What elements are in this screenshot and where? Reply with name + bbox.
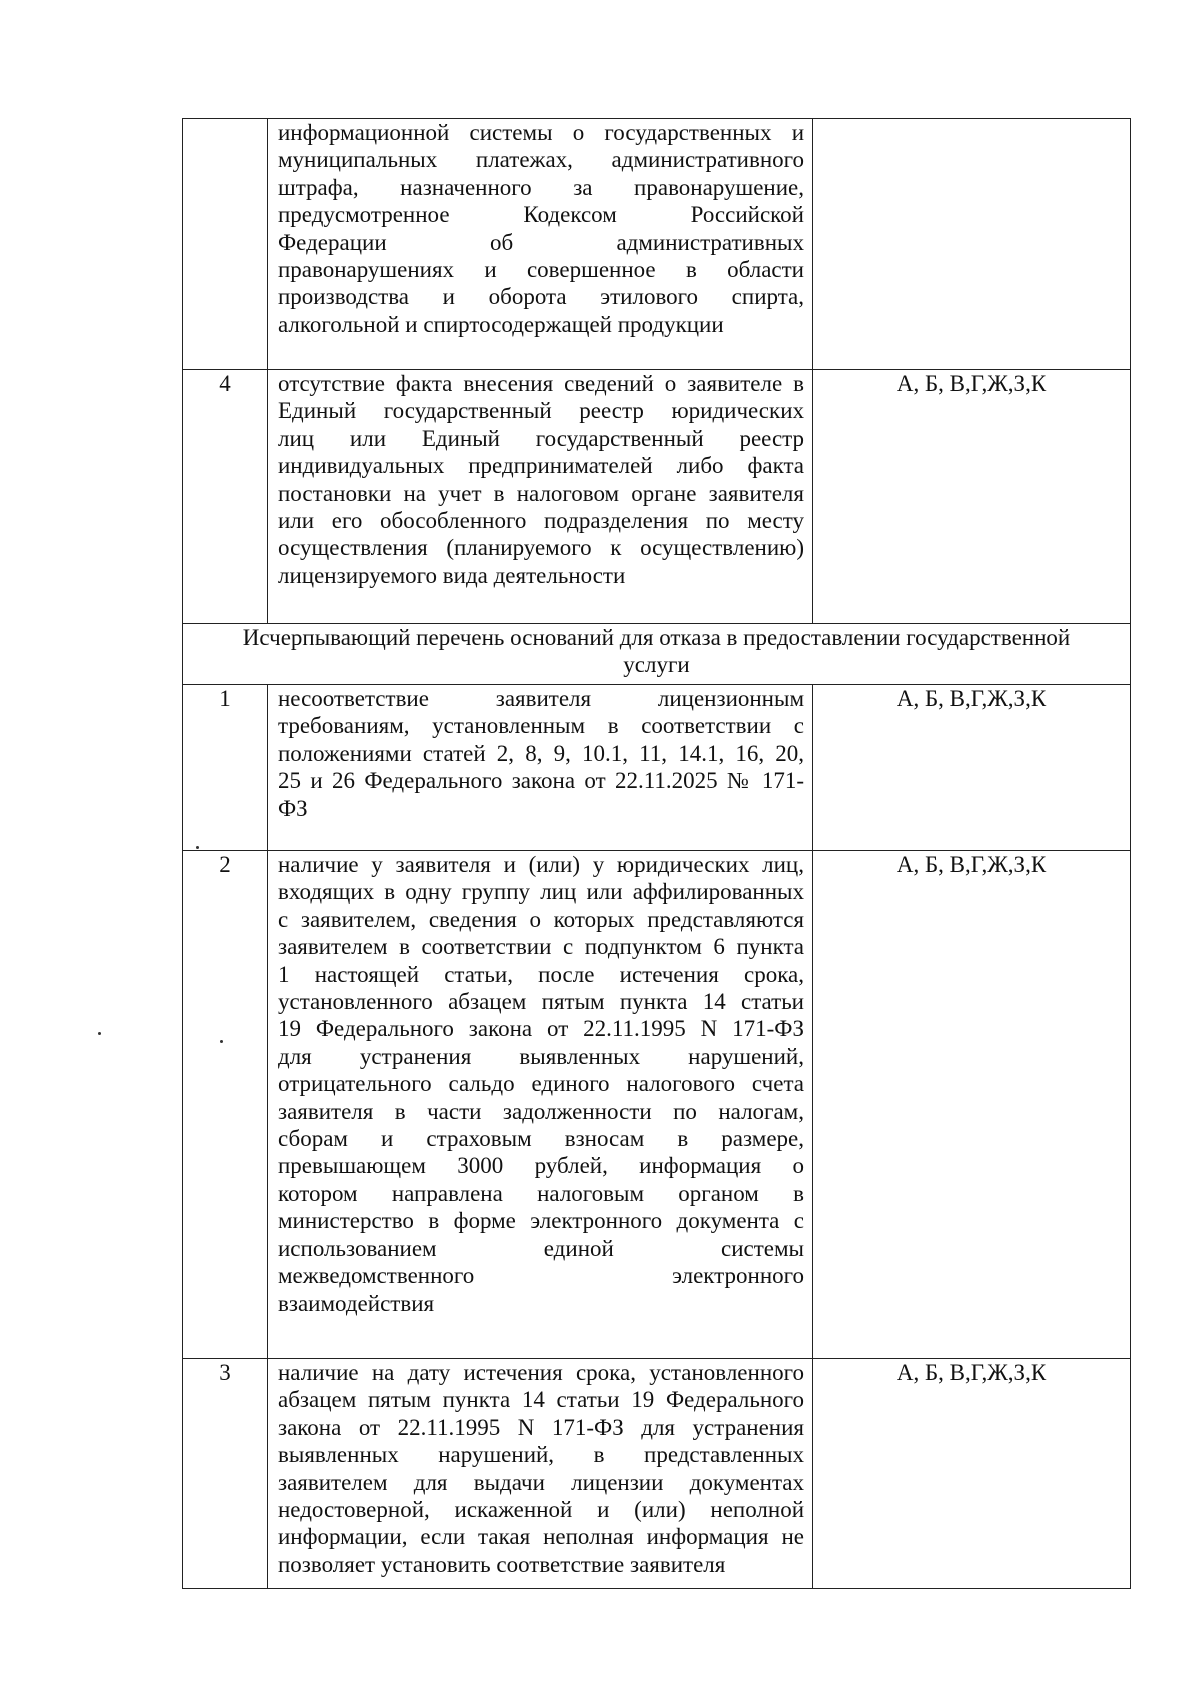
text-line: установленного абзацем пятым пункта 14 статьи (278, 989, 804, 1015)
text-line: Единый государственный реестр юридических (278, 398, 804, 424)
text-line: закона от 22.11.1995 N 171-ФЗ для устранения (278, 1414, 804, 1440)
text-line: лиц или Единый государственный реестр (278, 425, 804, 451)
row-number: 4 (183, 370, 268, 624)
row-codes: А, Б, В,Г,Ж,З,К (813, 685, 1131, 851)
text-line: требованиям, установленным в соответствии с (278, 713, 804, 739)
text-line: Федерации об административных (278, 229, 804, 255)
text-line: абзацем пятым пункта 14 статьи 19 Федерального (278, 1387, 804, 1413)
row-text (268, 1359, 813, 1589)
text-line: штрафа, назначенного за правонарушение, (278, 174, 804, 200)
text-line: сборам и страховым взносам в размере, (278, 1126, 804, 1152)
section-title-line1: Исчерпывающий перечень оснований для отказа в предоставлении государственной (242, 625, 1071, 650)
table-row (183, 851, 1131, 1359)
text-line: взаимодействия (278, 1290, 435, 1316)
text-line: 1 настоящей статьи, после истечения срока, (278, 961, 804, 987)
grounds-table (182, 118, 1131, 1589)
text-line: министерство в форме электронного документа с (278, 1208, 804, 1234)
row-text (268, 851, 813, 1359)
row-codes (813, 119, 1131, 370)
text-line: информации, если такая неполная информация не (278, 1524, 804, 1550)
text-line: 19 Федерального закона от 22.11.1995 N 171-ФЗ (278, 1016, 804, 1042)
text-line: отрицательного сальдо единого налогового счета (278, 1071, 804, 1097)
text-line: предусмотренное Кодексом Российской (278, 202, 804, 228)
text-line: заявителя в части задолженности по налогам, (278, 1098, 804, 1124)
scan-speck (196, 846, 199, 849)
text-line: производства и оборота этилового спирта, (278, 284, 804, 310)
text-line: заявителем для выдачи лицензии документах (278, 1469, 804, 1495)
row-codes: А, Б, В,Г,Ж,З,К (813, 851, 1131, 1359)
scan-speck (220, 1040, 223, 1043)
text-line: или его обособленного подразделения по месту (278, 508, 804, 534)
section-title (183, 624, 1131, 685)
table-row (183, 685, 1131, 851)
text-line: правонарушениях и совершенное в области (278, 257, 804, 283)
text-line: недостоверной, искаженной и (или) неполной (278, 1497, 804, 1523)
text-line: с заявителем, сведения о которых представляются (278, 906, 804, 932)
text-line: для устранения выявленных нарушений, (278, 1043, 804, 1069)
text-line: несоответствие заявителя лицензионным (278, 686, 804, 711)
row-number: 2 (183, 851, 268, 1359)
text-line: входящих в одну группу лиц или аффилированных (278, 879, 804, 905)
table-row (183, 370, 1131, 624)
text-line: котором направлена налоговым органом в (278, 1180, 804, 1206)
text-line: постановки на учет в налоговом органе заявителя (278, 480, 804, 506)
text-line: отсутствие факта внесения сведений о заявителе в (278, 371, 804, 396)
text-line: осуществления (планируемого к осуществлению) (278, 535, 804, 561)
scan-speck (98, 1032, 101, 1035)
text-line: индивидуальных предпринимателей либо факта (278, 453, 804, 479)
row-text (268, 119, 813, 370)
section-header-row (183, 624, 1131, 685)
section-title-line2: услуги (623, 652, 690, 677)
text-line: превышающем 3000 рублей, информация о (278, 1153, 804, 1179)
row-codes: А, Б, В,Г,Ж,З,К (813, 370, 1131, 624)
text-line: заявителем в соответствии с подпунктом 6 пункта (278, 934, 804, 960)
text-line: ФЗ (278, 795, 308, 821)
text-line: позволяет установить соответствие заявителя (278, 1551, 726, 1577)
text-line: положениями статей 2, 8, 9, 10.1, 11, 14.1, 16, 20, (278, 740, 804, 766)
text-line: использованием единой системы (278, 1235, 804, 1261)
text-line: муниципальных платежах, административного (278, 147, 804, 173)
row-text (268, 685, 813, 851)
text-line: информационной системы о государственных и (278, 120, 804, 145)
text-line: наличие у заявителя и (или) у юридических лиц, (278, 852, 804, 877)
table-row (183, 1359, 1131, 1589)
text-line: межведомственного электронного (278, 1263, 804, 1289)
table-row (183, 119, 1131, 370)
text-line: лицензируемого вида деятельности (278, 562, 626, 588)
row-number: 3 (183, 1359, 268, 1589)
text-line: 25 и 26 Федерального закона от 22.11.2025 № 171- (278, 768, 804, 794)
text-line: алкогольной и спиртосодержащей продукции (278, 311, 724, 337)
row-text (268, 370, 813, 624)
text-line: выявленных нарушений, в представленных (278, 1442, 804, 1468)
text-line: наличие на дату истечения срока, установленного (278, 1360, 804, 1385)
row-number: 1 (183, 685, 268, 851)
row-codes: А, Б, В,Г,Ж,З,К (813, 1359, 1131, 1589)
row-number (183, 119, 268, 370)
